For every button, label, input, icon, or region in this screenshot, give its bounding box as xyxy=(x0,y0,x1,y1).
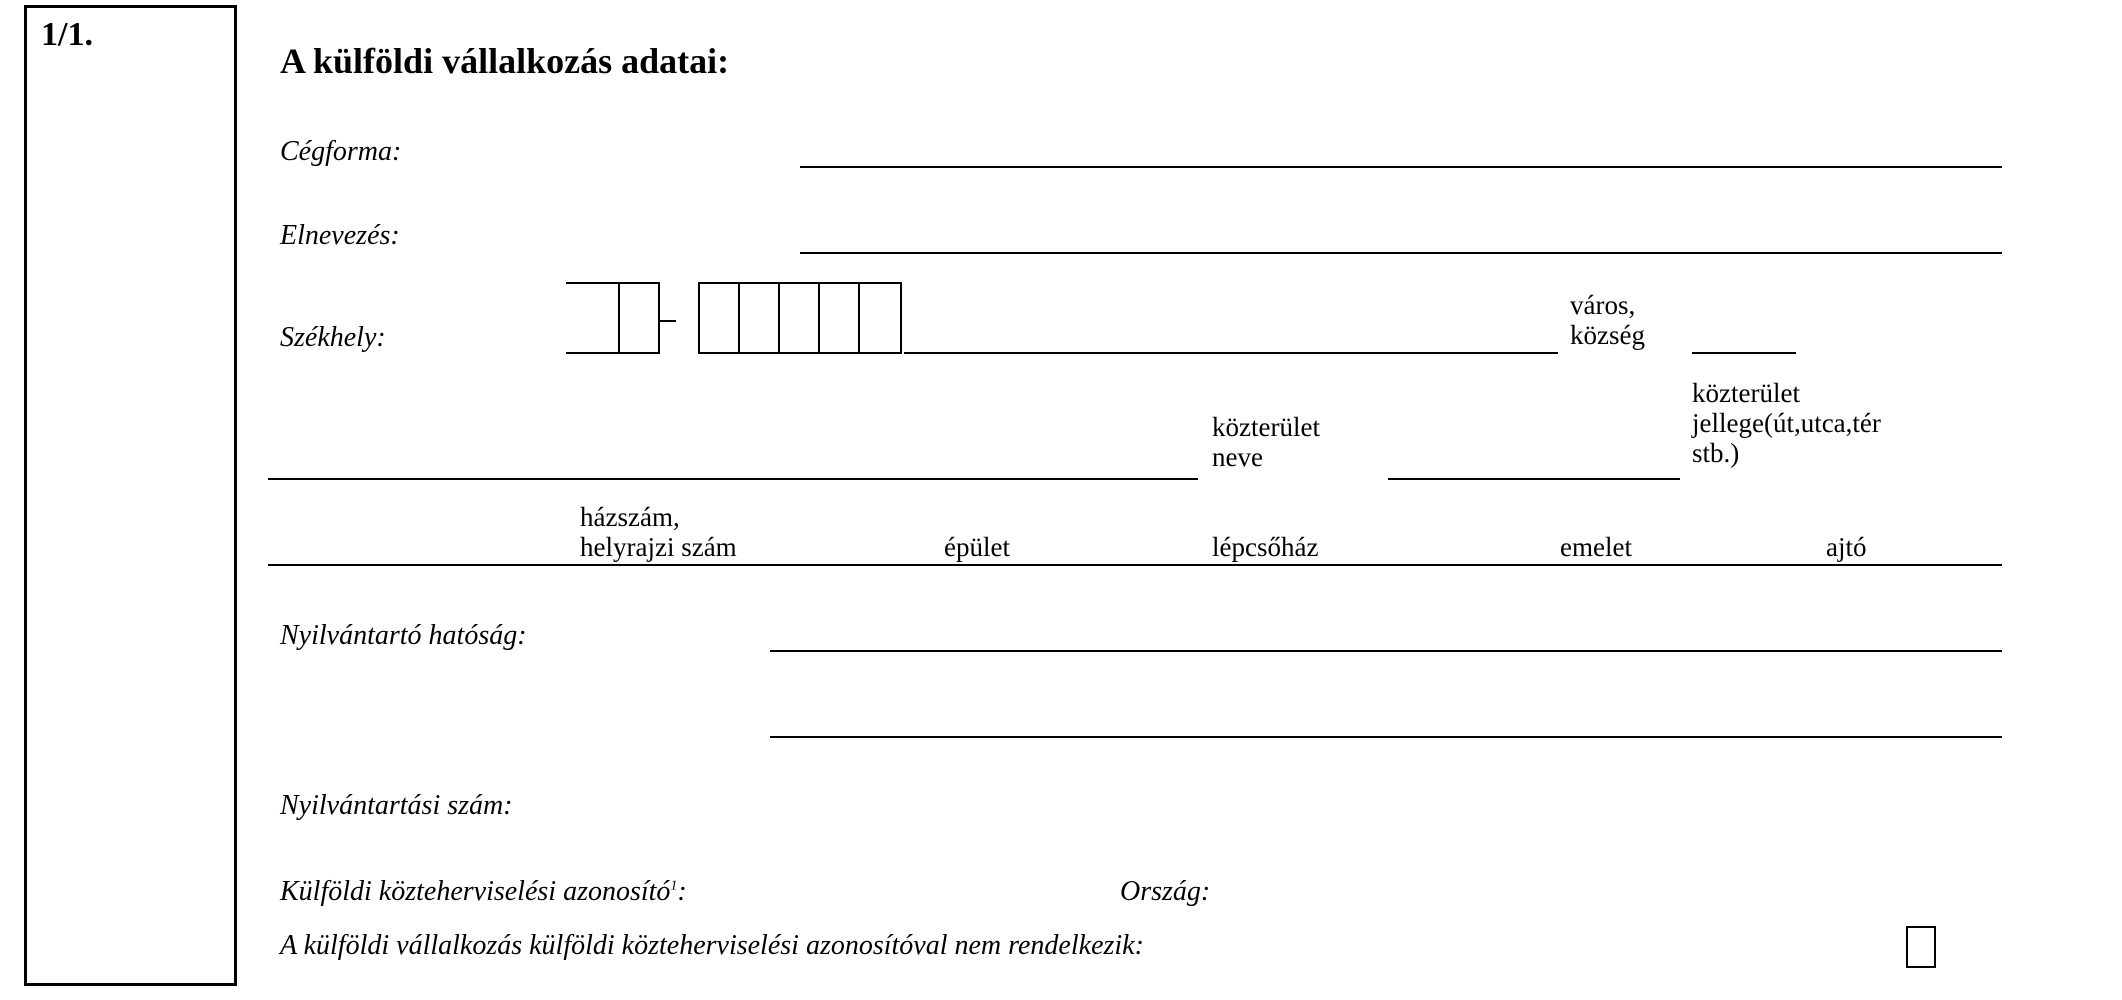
ajto-caption: ajtó xyxy=(1826,532,1867,562)
elnevezes-label: Elnevezés: xyxy=(280,220,400,251)
kozterulet-jellege-caption: közterület jellege(út,utca,tér stb.) xyxy=(1692,378,1881,468)
section-number: 1/1. xyxy=(41,16,93,53)
orszag-label: Ország: xyxy=(1120,876,1211,907)
lepcsohaz-caption: lépcsőház xyxy=(1212,532,1319,562)
nincs-azonosito-label: A külföldi vállalkozás külföldi közteherviselési azonosítóval nem rendelkezik: xyxy=(280,930,1144,961)
footnote-mark: 1 xyxy=(670,878,678,894)
nyilvantarto-hatosag-label: Nyilvántartó hatóság: xyxy=(280,620,527,651)
nyilvantartasi-szam-label: Nyilvántartási szám: xyxy=(280,790,513,821)
varos-input-line[interactable] xyxy=(904,352,1558,354)
elnevezes-input-line[interactable] xyxy=(800,252,2002,254)
varos-short-line[interactable] xyxy=(1692,352,1796,354)
section-title: A külföldi vállalkozás adatai: xyxy=(280,41,730,81)
kozterulet-neve-input-line[interactable] xyxy=(268,478,1198,480)
hazszam-caption: házszám, helyrajzi szám xyxy=(580,502,737,562)
kozterulet-jellege-input-line[interactable] xyxy=(1388,478,1680,480)
koztehervisel-azonosito-label: Külföldi közteherviselési azonosító$^1$: xyxy=(280,876,687,907)
address-details-line[interactable] xyxy=(268,564,2002,566)
section-box xyxy=(24,5,237,986)
cegforma-input-line[interactable] xyxy=(800,166,2002,168)
szekhely-label: Székhely: xyxy=(280,322,386,353)
nincs-azonosito-checkbox[interactable] xyxy=(1906,926,1936,968)
nyilvantarto-hatosag-line-2[interactable] xyxy=(770,736,2002,738)
postal-prefix-boxes[interactable] xyxy=(566,282,660,354)
postal-dash xyxy=(660,320,676,322)
cegforma-label: Cégforma: xyxy=(280,136,402,167)
epulet-caption: épület xyxy=(944,532,1010,562)
varos-caption: város, község xyxy=(1570,290,1645,350)
postal-code-boxes[interactable] xyxy=(698,282,902,354)
emelet-caption: emelet xyxy=(1560,532,1632,562)
nyilvantarto-hatosag-line-1[interactable] xyxy=(770,650,2002,652)
kozterulet-neve-caption: közterület neve xyxy=(1212,412,1320,472)
